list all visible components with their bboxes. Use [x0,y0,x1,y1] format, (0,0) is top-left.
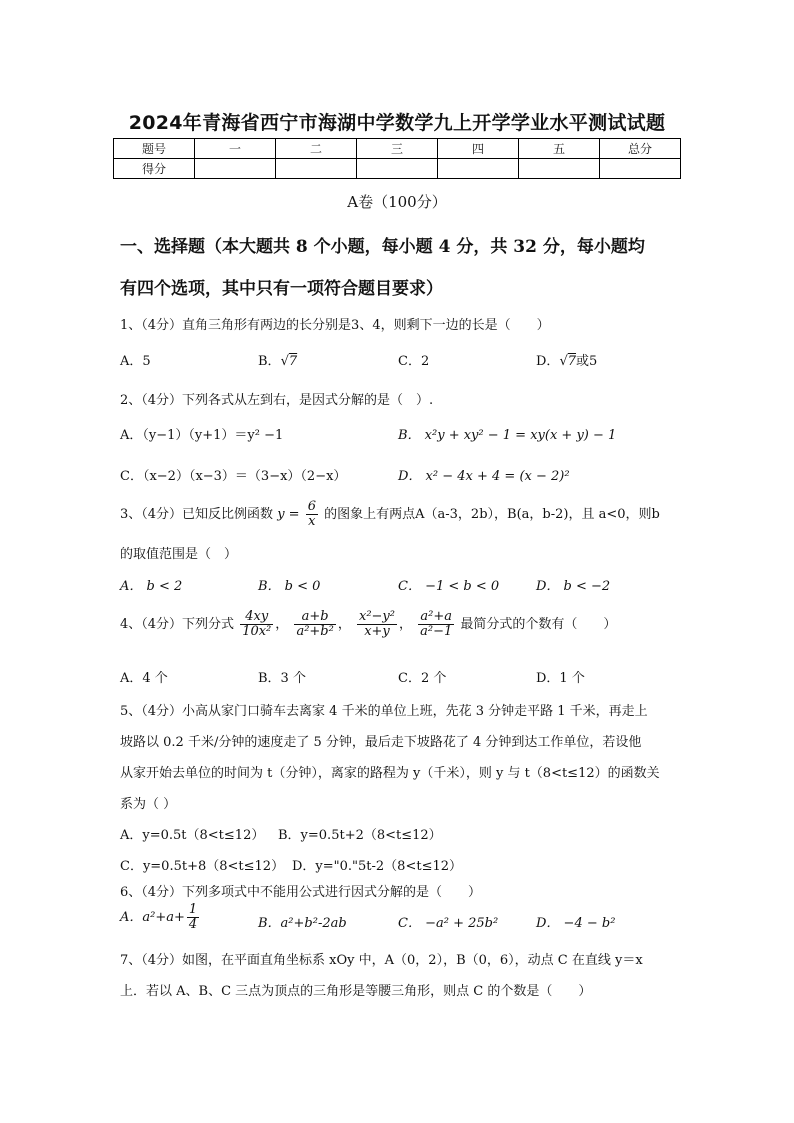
q3-y-eq: y = [277,507,300,522]
q6-option-a-text: A．a²+a+ [120,910,185,925]
score-cell: 得分 [114,159,195,179]
exam-title: 2024年青海省西宁市海湖中学数学九上开学学业水平测试试题 [128,112,666,134]
q4-f4-denominator: a²−1 [420,624,453,639]
q3-fraction-denominator: x [308,514,316,529]
q4-f3-numerator: x²−y² [358,609,395,624]
score-blank [357,159,438,179]
score-blank [195,159,276,179]
question-7-line1: 7、（4分）如图，在平面直角坐标系 xOy 中，A（0，2），B（0，6），动点 C 在直线 y＝x [120,953,643,968]
q6-a-numerator: 1 [188,902,198,917]
q2-option-d: D． x² − 4x + 4 = (x − 2)² [398,469,570,484]
q4-f1-numerator: 4xy [240,610,273,625]
score-blank [519,159,600,179]
q4-option-a: A．4 个 [120,671,168,686]
q5-option-a: A．y=0.5t（8<t≤12） [120,828,265,843]
q4-f2-denominator: a²+b² [296,624,334,639]
score-table [113,138,681,179]
q3-fraction [306,500,318,529]
q1-option-d: D．√7或5 [536,354,598,369]
score-cell: 题号 [114,139,195,159]
q4-separator: ， [398,617,412,632]
q6-option-d: D． −4 − b² [536,916,616,931]
q4-f4-numerator: a²+a [418,610,454,625]
q4-separator: ， [275,617,289,632]
q4-fraction-1 [240,610,273,639]
q1-option-b-label: B． [258,354,281,369]
q4-stem-post: 最简分式的个数有（ ） [460,617,617,632]
q4-fraction-3 [357,610,397,639]
q3-option-a: A． b < 2 [120,579,183,594]
question-6-stem: 6、（4分）下列多项式中不能用公式进行因式分解的是（ ） [120,885,482,900]
q1-option-b: B．√7 [258,354,298,369]
question-5-line2: 坡路以 0.2 千米/分钟的速度走了 5 分钟，最后走下坡路花了 4 分钟到达工作单位，若设他 [120,735,642,750]
section1-heading-line1: 一、选择题（本大题共 8 个小题，每小题 4 分，共 32 分，每小题均 [120,237,645,257]
question-7-line2: 上．若以 A、B、C 三点为顶点的三角形是等腰三角形，则点 C 的个数是（ ） [120,984,592,999]
q4-option-c: C．2 个 [398,671,447,686]
question-3-stem [120,500,690,529]
score-blank [600,159,681,179]
q5-option-c: C．y=0.5t+8（8<t≤12） [120,859,285,874]
question-5-line3: 从家开始去单位的时间为 t（分钟），离家的路程为 y（千米），则 y 与 t（8<t≤12）的函数关 [120,766,660,781]
q4-stem-pre: 4、（4分）下列分式 [120,617,235,632]
q6-option-b: B．a²+b²-2ab [258,916,347,931]
score-cell: 一 [195,139,276,159]
q1-option-a: A．5 [120,354,151,369]
score-value-row [114,159,681,179]
q6-a-denominator: 4 [188,917,198,932]
q6-option-a [120,903,201,932]
q6-option-a-fraction [187,903,199,932]
q4-f2-numerator: a+b [294,610,335,625]
score-blank [438,159,519,179]
q1-option-d-label: D． [536,354,560,369]
score-cell: 二 [276,139,357,159]
q4-fraction-4 [418,610,454,639]
score-header-row [114,139,681,159]
q4-separator: ， [337,617,351,632]
q3-option-b: B． b < 0 [258,579,321,594]
question-2-stem: 2、（4分）下列各式从左到右，是因式分解的是（ ）. [120,393,434,408]
score-cell: 三 [357,139,438,159]
q4-f3-denominator: x+y [364,624,390,639]
q5-option-d: D．y="0."5t-2（8<t≤12） [292,859,463,874]
q2-option-c: C．（x−2）（x−3）＝（3−x）（2−x） [120,469,347,484]
q2-option-a: A．（y−1）（y+1）＝y² −1 [120,428,284,443]
q1-option-d-tail: 或5 [576,354,598,369]
question-1-stem: 1、（4分）直角三角形有两边的长分别是3、4，则剩下一边的长是（ ） [120,318,550,333]
q3-option-c: C． −1 < b < 0 [398,579,500,594]
q3-stem-pre: 3、（4分）已知反比例函数 [120,507,274,522]
score-cell: 总分 [600,139,681,159]
score-cell: 四 [438,139,519,159]
q3-option-d: D． b < −2 [536,579,611,594]
question-5-line4: 系为（ ） [120,797,177,812]
question-4-stem [120,610,690,639]
q4-option-d: D．1 个 [536,671,585,686]
q5-option-b: B．y=0.5t+2（8<t≤12） [278,828,442,843]
q4-option-b: B．3 个 [258,671,306,686]
q1-option-b-radicand: 7 [288,354,298,369]
score-cell: 五 [519,139,600,159]
q4-fraction-2 [294,610,335,639]
section-a-heading: A卷（100分） [347,193,447,211]
q2-option-b: B． x²y + xy² − 1 = xy(x + y) − 1 [398,428,617,443]
q3-fraction-numerator: 6 [307,499,316,514]
score-blank [276,159,357,179]
q6-option-c: C． −a² + 25b² [398,916,499,931]
q3-stem-post: 的图象上有两点A（a-3，2b），B(a，b-2)，且 a<0，则b [324,507,660,522]
question-3-stem-line2: 的取值范围是（ ） [120,547,238,562]
q1-option-c: C．2 [398,354,430,369]
q1-option-d-radicand: 7 [567,354,577,369]
question-5-line1: 5、（4分）小高从家门口骑车去离家 4 千米的单位上班，先花 3 分钟走平路 1 千米，再走上 [120,704,648,719]
section1-heading-line2: 有四个选项，其中只有一项符合题目要求） [120,279,443,299]
q4-f1-denominator: 10x² [242,624,272,639]
